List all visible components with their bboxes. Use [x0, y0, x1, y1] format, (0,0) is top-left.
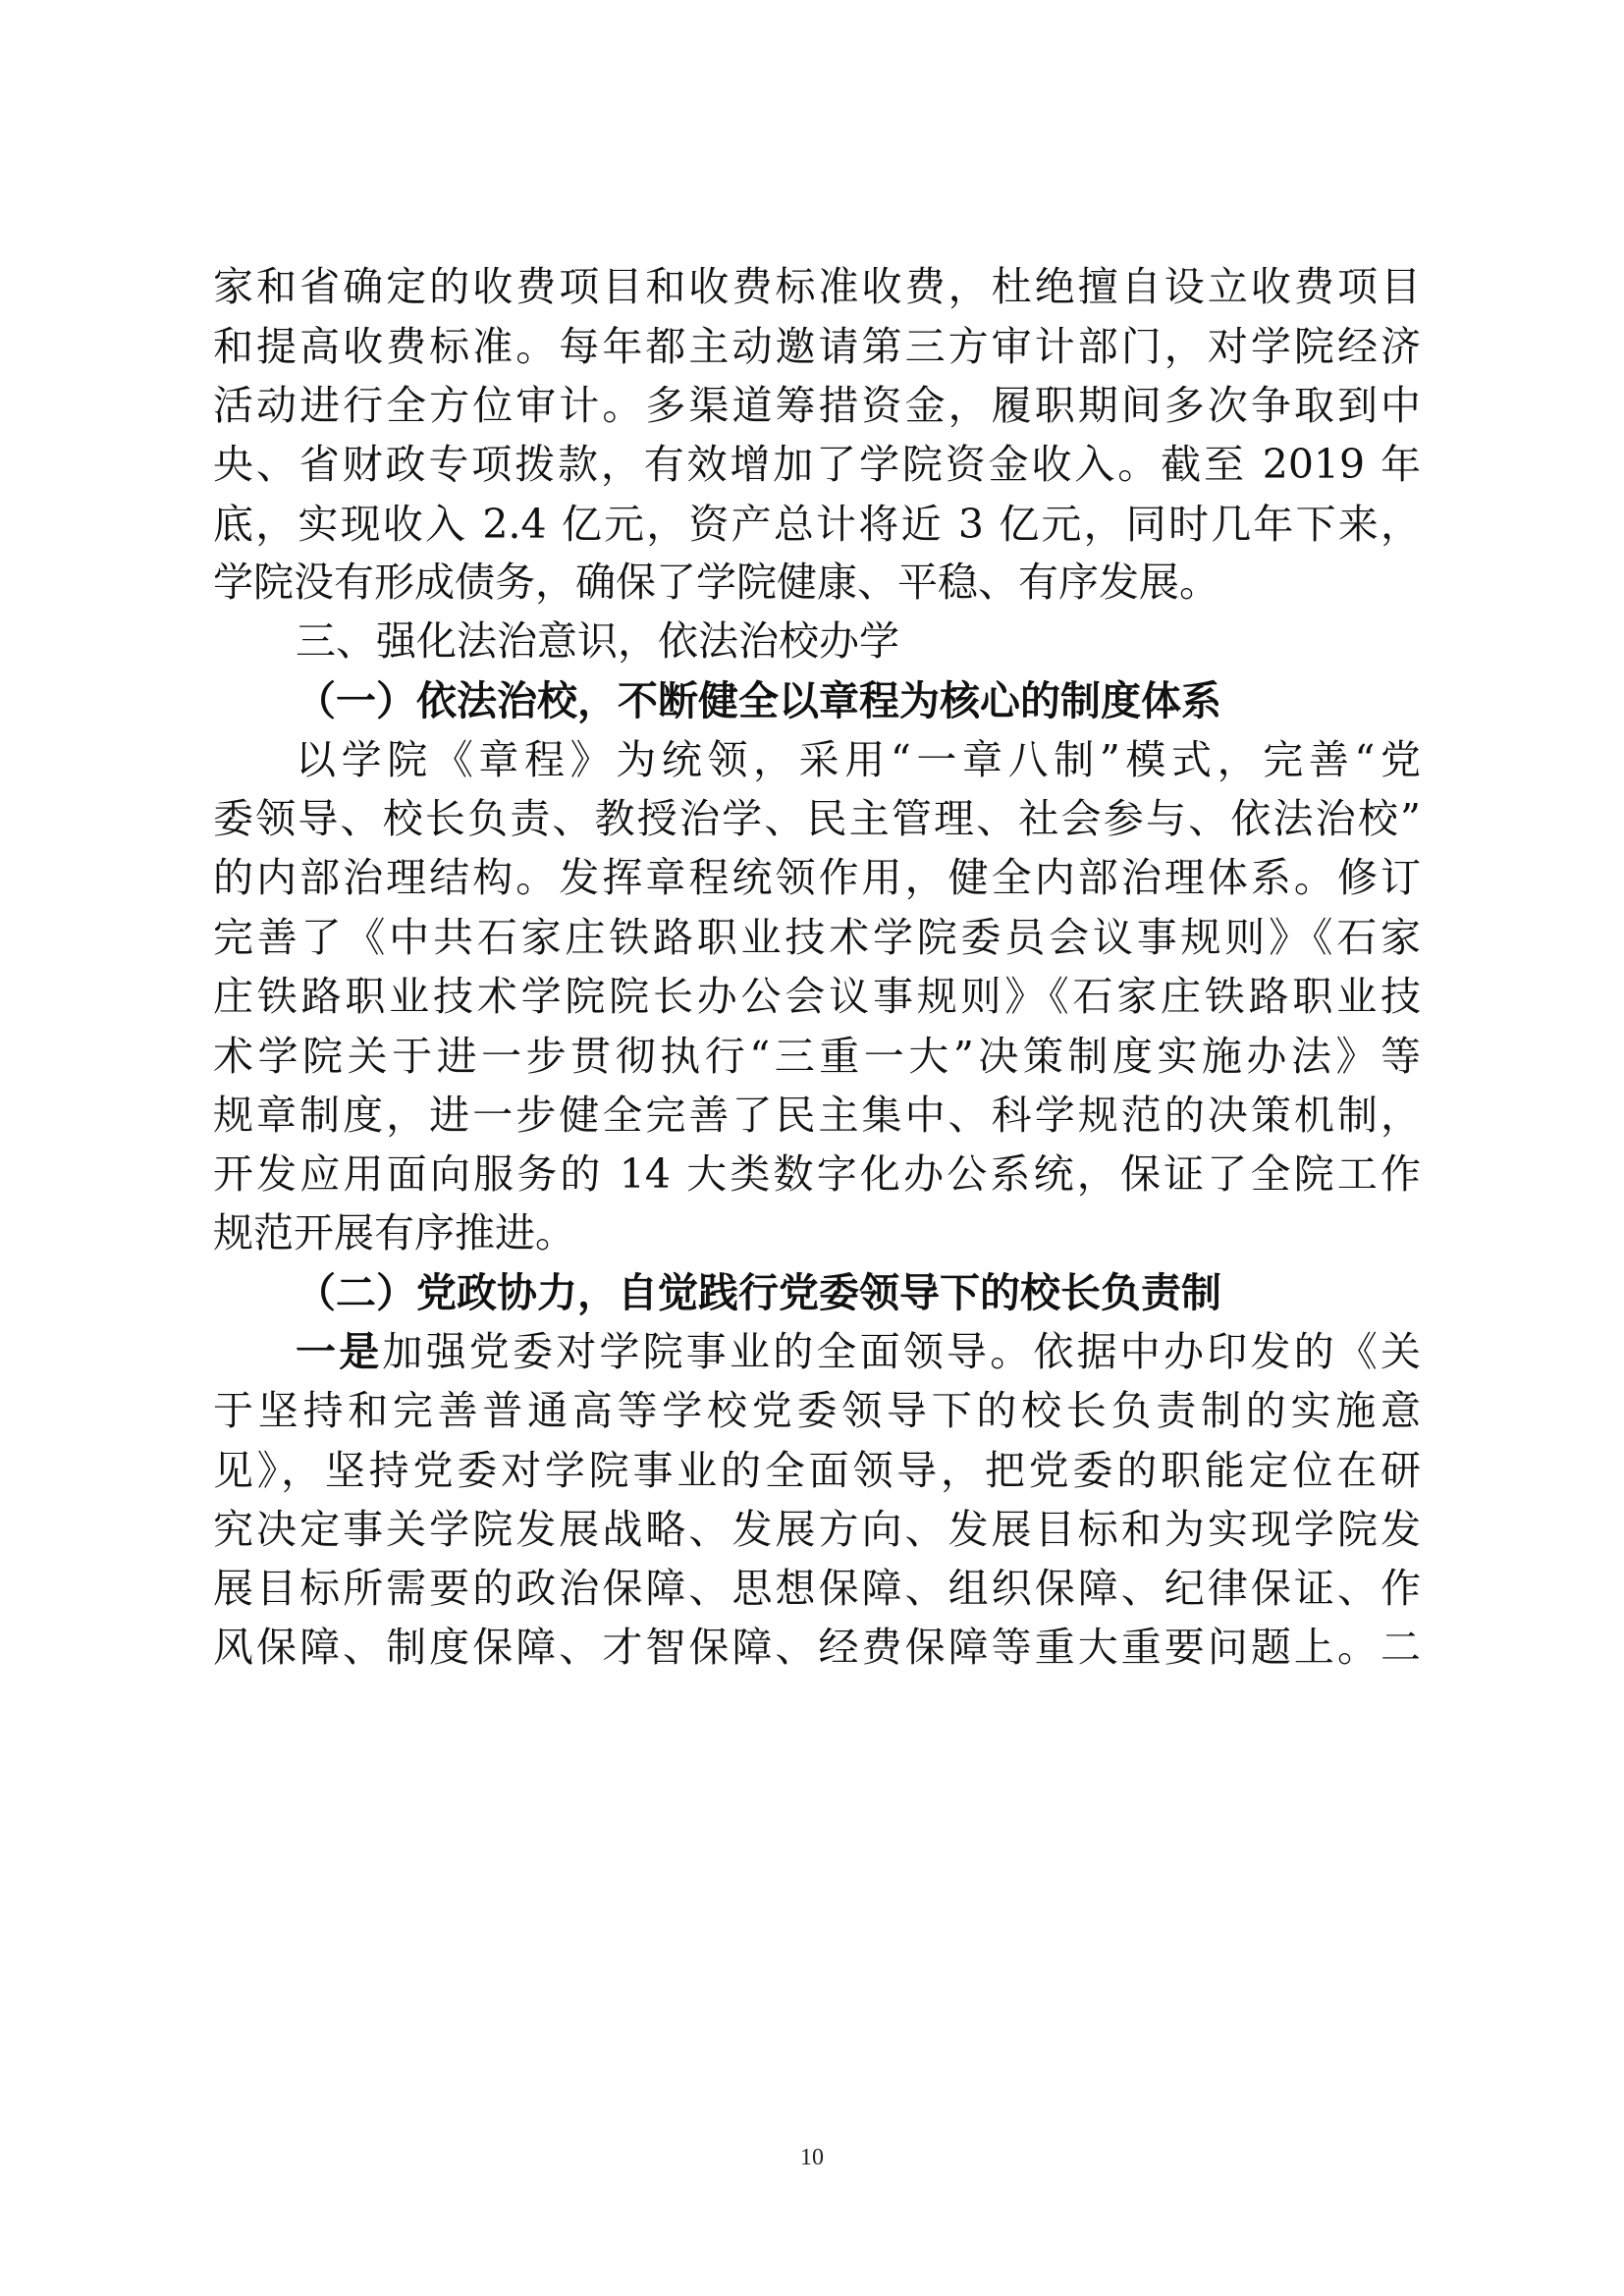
paragraph-line: 术学院关于进一步贯彻执行“三重一大”决策制度实施办法》等 — [213, 1033, 1421, 1080]
paragraph-line: 究决定事关学院发展战略、发展方向、发展目标和为实现学院发 — [213, 1506, 1421, 1553]
section-heading: 三、强化法治意识，依法治校办学 — [296, 617, 899, 665]
subsection-heading: （二）党政协力，自觉践行党委领导下的校长负责制 — [296, 1269, 1221, 1316]
paragraph-line: 的内部治理结构。发挥章程统领作用，健全内部治理体系。修订 — [213, 854, 1421, 901]
paragraph-text: 加强党委对学院事业的全面领导。依据中办印发的《关 — [382, 1328, 1422, 1375]
subsection-heading: （一）依法治校，不断健全以章程为核心的制度体系 — [296, 677, 1221, 724]
paragraph-line: 和提高收费标准。每年都主动邀请第三方审计部门，对学院经济 — [213, 323, 1421, 370]
paragraph-line: 见》，坚持党委对学院事业的全面领导，把党委的职能定位在研 — [213, 1447, 1421, 1494]
page-number: 10 — [800, 2145, 824, 2170]
paragraph-line: 完善了《中共石家庄铁路职业技术学院委员会议事规则》《石家 — [213, 914, 1421, 961]
paragraph-line: 风保障、制度保障、才智保障、经费保障等重大重要问题上。二 — [213, 1624, 1421, 1671]
paragraph-line: 规章制度，进一步健全完善了民主集中、科学规范的决策机制， — [213, 1092, 1421, 1139]
paragraph-line: 开发应用面向服务的 14 大类数字化办公系统，保证了全院工作 — [213, 1150, 1421, 1198]
paragraph-line: 规范开展有序推进。 — [213, 1209, 575, 1256]
paragraph-line: 学院没有形成债务，确保了学院健康、平稳、有序发展。 — [213, 559, 1219, 606]
paragraph-line: 庄铁路职业技术学院院长办公会议事规则》《石家庄铁路职业技 — [213, 973, 1421, 1020]
lead-phrase: 一是 — [296, 1328, 383, 1375]
paragraph-line: 于坚持和完善普通高等学校党委领导下的校长负责制的实施意 — [213, 1387, 1421, 1434]
paragraph-line: 以学院《章程》为统领，采用“一章八制”模式，完善“党 — [296, 736, 1421, 783]
paragraph-line: 家和省确定的收费项目和收费标准收费，杜绝擅自设立收费项目 — [213, 263, 1421, 310]
paragraph-line: 展目标所需要的政治保障、思想保障、组织保障、纪律保证、作 — [213, 1565, 1421, 1612]
paragraph-line: 委领导、校长负责、教授治学、民主管理、社会参与、依法治校” — [213, 795, 1421, 842]
paragraph-line: 央、省财政专项拨款，有效增加了学院资金收入。截至 2019 年 — [213, 441, 1421, 488]
paragraph-line: 底，实现收入 2.4 亿元，资产总计将近 3 亿元，同时几年下来， — [213, 501, 1421, 548]
paragraph-line: 活动进行全方位审计。多渠道筹措资金，履职期间多次争取到中 — [213, 382, 1421, 429]
paragraph-line — [296, 1327, 1421, 1376]
